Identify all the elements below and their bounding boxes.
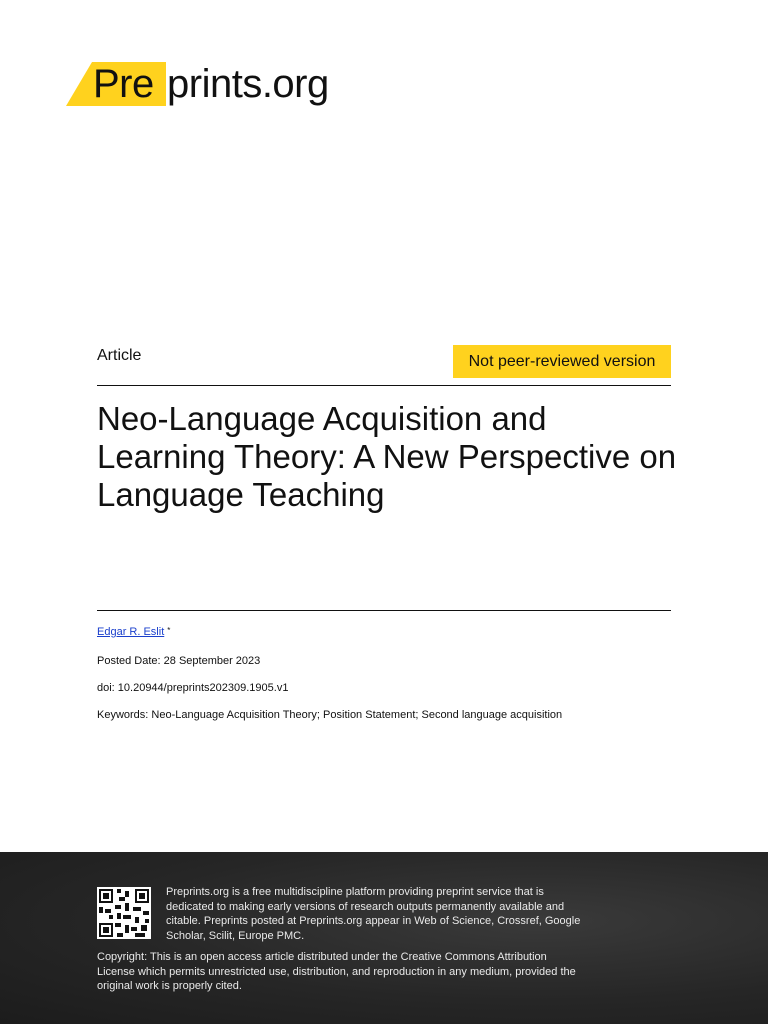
- posted-date: Posted Date: 28 September 2023: [97, 655, 261, 667]
- logo-text-rest: prints.org: [167, 62, 329, 106]
- footer-banner: [0, 852, 768, 1024]
- qr-code-icon[interactable]: [97, 887, 151, 939]
- header-divider: [97, 385, 671, 386]
- corresponding-author-marker: *: [167, 626, 171, 635]
- author-link[interactable]: Edgar R. Eslit: [97, 626, 165, 638]
- doi[interactable]: doi: 10.20944/preprints202309.1905.v1: [97, 682, 289, 694]
- preprints-logo[interactable]: [66, 60, 366, 110]
- keywords: Keywords: Neo-Language Acquisition Theory; Position Statement; Second language acquisition: [97, 709, 563, 721]
- author-line: [97, 626, 170, 638]
- logo-text-pre: Pre: [93, 62, 154, 106]
- article-title: Neo-Language Acquisition and Learning Theory: A New Perspective on Language Teaching: [97, 400, 677, 513]
- meta-divider: [97, 610, 671, 611]
- footer-copyright-text: Copyright: This is an open access article distributed under the Creative Commons Attribution License which permits unrestricted use, distribution, and reproduction in any medium, provided the original work is properly cited.: [97, 951, 576, 992]
- footer-about-text: Preprints.org is a free multidiscipline platform providing preprint service that is dedicated to making early versions of research outputs permanently available and citable. Preprints posted at Preprints.org appear in Web of Science, Crossref, Google Scholar, Scilit, Europe PMC.: [166, 886, 581, 942]
- article-type-label: Article: [97, 347, 142, 364]
- peer-review-status-badge: Not peer-reviewed version: [453, 345, 671, 378]
